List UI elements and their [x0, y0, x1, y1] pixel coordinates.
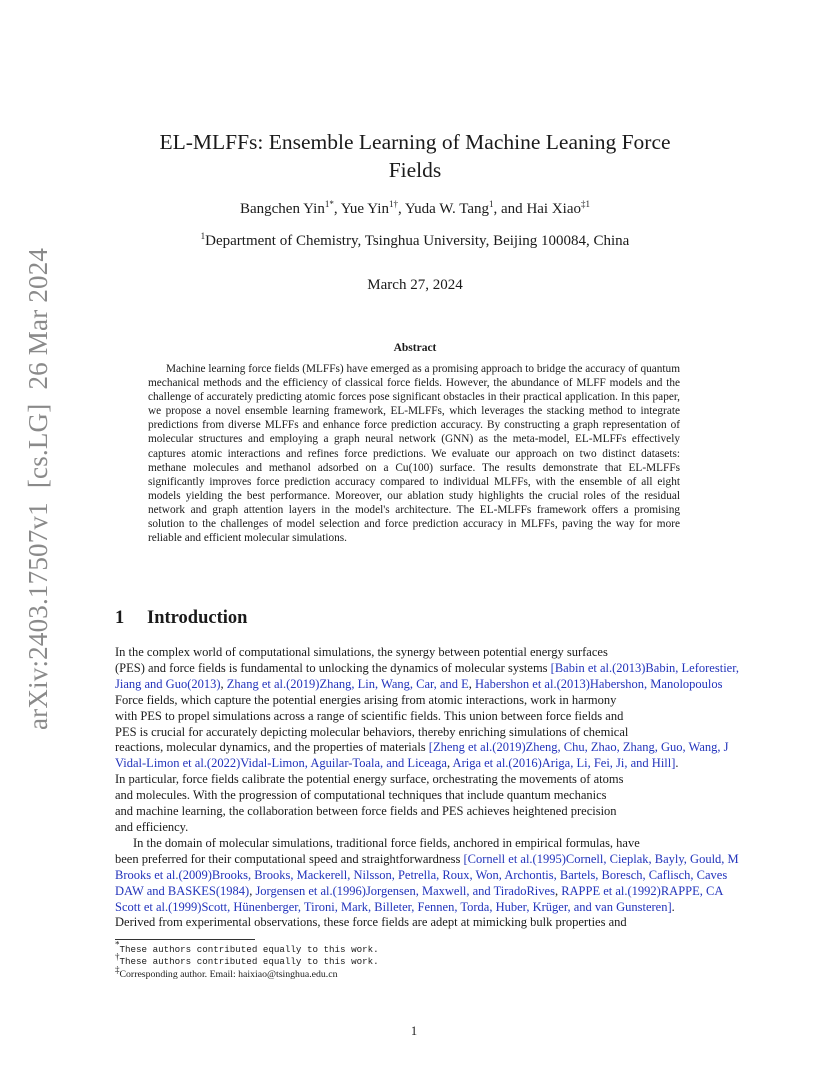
section-heading — [115, 608, 247, 629]
author-mark: 1† — [388, 199, 398, 209]
citation-link[interactable]: Habershon et al.(2013)Habershon, Manolopoulos — [475, 676, 723, 691]
citation-link[interactable]: Brooks et al.(2009)Brooks, Brooks, Mackerell, Nilsson, Petrella, Roux, Won, Archontis, Bartels, Boresch, Caflisch, Caves — [115, 867, 728, 882]
affiliation-mark: 1 — [200, 231, 206, 241]
text-line — [115, 788, 715, 804]
text-line — [115, 676, 723, 693]
footnote-mark: * — [115, 939, 120, 950]
text-run: , — [220, 676, 227, 691]
text-line — [115, 836, 715, 852]
citation-link[interactable]: Jorgensen et al.(1996)Jorgensen, Maxwell, and TiradoRives — [255, 883, 555, 898]
citation-link[interactable]: Vidal-Limon et al.(2022)Vidal-Limon, Aguilar-Toala, and Liceaga — [115, 756, 447, 771]
text-run: , — [554, 883, 562, 898]
text-line — [115, 709, 715, 725]
text-run: , — [468, 676, 475, 691]
section-title: Introduction — [147, 608, 248, 628]
footnotes — [115, 939, 379, 981]
page-number: 1 — [410, 1024, 418, 1038]
author-name: Yue Yin — [340, 201, 389, 217]
footnote-text: These authors contributed equally to this work. — [119, 956, 379, 968]
text-line — [115, 804, 715, 820]
affiliation — [110, 233, 720, 250]
section-number: 1 — [115, 608, 125, 628]
text-run: with PES to propel simulations across a range of scientific fields. This union between force fields and — [115, 708, 624, 723]
text-run: Derived from experimental observations, these force fields are adept at mimicking bulk properties and — [115, 915, 627, 930]
author-name: Hai Xiao — [526, 201, 582, 217]
citation-link[interactable]: [Zheng et al.(2019)Zheng, Chu, Zhao, Zhang, Guo, Wang, J — [428, 740, 729, 755]
author-mark: 1 — [489, 199, 494, 209]
text-line — [115, 867, 728, 884]
citation-link[interactable]: Scott et al.(1999)Scott, Hünenberger, Tironi, Mark, Billeter, Fennen, Torda, Huber, Krüger, and van Gunsteren] — [115, 899, 672, 914]
text-line — [115, 883, 724, 900]
citation-link[interactable]: [Cornell et al.(1995)Cornell, Cieplak, Bayly, Gould, M — [463, 851, 739, 866]
citation-link[interactable]: Jiang and Guo(2013) — [115, 676, 221, 691]
text-line — [115, 645, 715, 661]
abstract-text: Machine learning force fields (MLFFs) have emerged as a promising approach to bridge the accuracy of quantum mechanical methods and the efficiency of classical force fields. However, the abundance of MLFF models and the challenge of accurately predicting atomic forces pose significant obstacles in their practical application. In this paper, we propose a novel ensemble learning framework, EL-MLFFs, which leverages the stacking method to integrate predictions from diverse MLFFs and enhance force prediction accuracy. By constructing a graph representation of molecular structures and employing a graph neural network (GNN) as the meta-model, EL-MLFFs effectively captures atomic interactions and refines force predictions. We evaluate our approach on two distinct datasets: methane molecules and methanol adsorbed on a Cu(100) surface. The results demonstrate that EL-MLFFs significantly improves force prediction accuracy compared to individual MLFFs, with the ensemble of all eight models yielding the best performance. Moreover, our ablation study highlights the crucial roles of the residual network and graph attention layers in the model's architecture. The EL-MLFFs framework offers a promising solution to the challenges of model selection and force prediction accuracy in MLFFs, paving the way for more reliable and efficient molecular simulations. — [148, 363, 680, 545]
text-run: and molecules. With the progression of computational techniques that include quantum mechanics — [115, 788, 607, 803]
paper-date: March 27, 2024 — [367, 277, 463, 293]
text-run: , — [249, 883, 256, 898]
citation-link[interactable]: Ariga et al.(2016)Ariga, Li, Fei, Ji, and Hill] — [452, 756, 676, 771]
text-line — [115, 660, 739, 677]
text-run: In the complex world of computational simulations, the synergy between potential energy surfaces — [115, 645, 608, 659]
text-run: and machine learning, the collaboration between force fields and PES achieves heightened precision — [115, 804, 617, 819]
title-line-2: Fields — [388, 158, 442, 182]
arxiv-date: 26 Mar 2024 — [23, 247, 53, 390]
author-list — [110, 201, 720, 218]
arxiv-id: arXiv:2403.17507v1 — [23, 502, 53, 730]
footnote-text: These authors contributed equally to this work. — [119, 944, 379, 955]
paragraph-1 — [115, 645, 739, 836]
text-line — [115, 915, 715, 931]
arxiv-category: [cs.LG] — [23, 403, 53, 489]
body-text — [115, 645, 739, 931]
footnote-rule — [115, 939, 255, 940]
author-separator: , — [397, 201, 405, 217]
text-run: Force fields, which capture the potential energies arising from atomic interactions, work in harmony — [115, 692, 617, 707]
footnote-mark: ‡ — [115, 964, 120, 975]
arxiv-stamp — [18, 247, 58, 730]
text-run: In the domain of molecular simulations, traditional force fields, anchored in empirical formulas, have — [133, 835, 640, 850]
text-line — [115, 851, 739, 868]
text-line — [115, 693, 715, 709]
affiliation-text: Department of Chemistry, Tsinghua University, Beijing 100084, China — [205, 233, 630, 249]
citation-link[interactable]: [Babin et al.(2013)Babin, Leforestier, — [550, 660, 739, 675]
text-run: reactions, molecular dynamics, and the properties of materials — [115, 740, 429, 755]
text-line — [115, 900, 715, 916]
footnote — [115, 964, 379, 981]
author-name: Yuda W. Tang — [404, 201, 490, 217]
author-mark: 1* — [324, 199, 334, 209]
paper-title — [110, 128, 720, 184]
author-separator: , — [333, 201, 341, 217]
title-line-1: EL-MLFFs: Ensemble Learning of Machine Leaning Force — [159, 130, 671, 154]
text-line — [115, 740, 729, 756]
author-separator: , and — [493, 201, 527, 217]
text-run: been preferred for their computational speed and straightforwardness — [115, 851, 464, 866]
author-name: Bangchen Yin — [239, 201, 325, 217]
text-line — [115, 756, 715, 772]
text-run: PES is crucial for accurately depicting molecular behaviors, thereby enriching simulations of chemical — [115, 724, 629, 739]
text-line — [115, 725, 715, 741]
abstract-heading: Abstract — [393, 342, 437, 354]
text-line — [115, 820, 715, 836]
text-run: In particular, force fields calibrate the potential energy surface, orchestrating the movements of atoms — [115, 772, 624, 787]
text-run: (PES) and force fields is fundamental to unlocking the dynamics of molecular systems — [115, 660, 551, 675]
citation-link[interactable]: DAW and BASKES(1984) — [115, 883, 250, 898]
footnote — [115, 939, 379, 956]
text-line — [115, 772, 715, 788]
citation-link[interactable]: RAPPE et al.(1992)RAPPE, CA — [561, 883, 724, 898]
footnote-mark: † — [115, 952, 120, 963]
footnote-text: Corresponding author. Email: haixiao@tsinghua.edu.cn — [119, 968, 338, 980]
text-run: and efficiency. — [115, 819, 189, 834]
footnote — [115, 952, 379, 968]
author-mark: ‡1 — [581, 199, 591, 209]
paragraph-2 — [115, 835, 739, 931]
text-run: . — [671, 899, 675, 914]
citation-link[interactable]: Zhang et al.(2019)Zhang, Lin, Wang, Car, and E — [226, 676, 469, 691]
text-run: . — [675, 756, 679, 771]
text-run: , — [446, 756, 453, 771]
